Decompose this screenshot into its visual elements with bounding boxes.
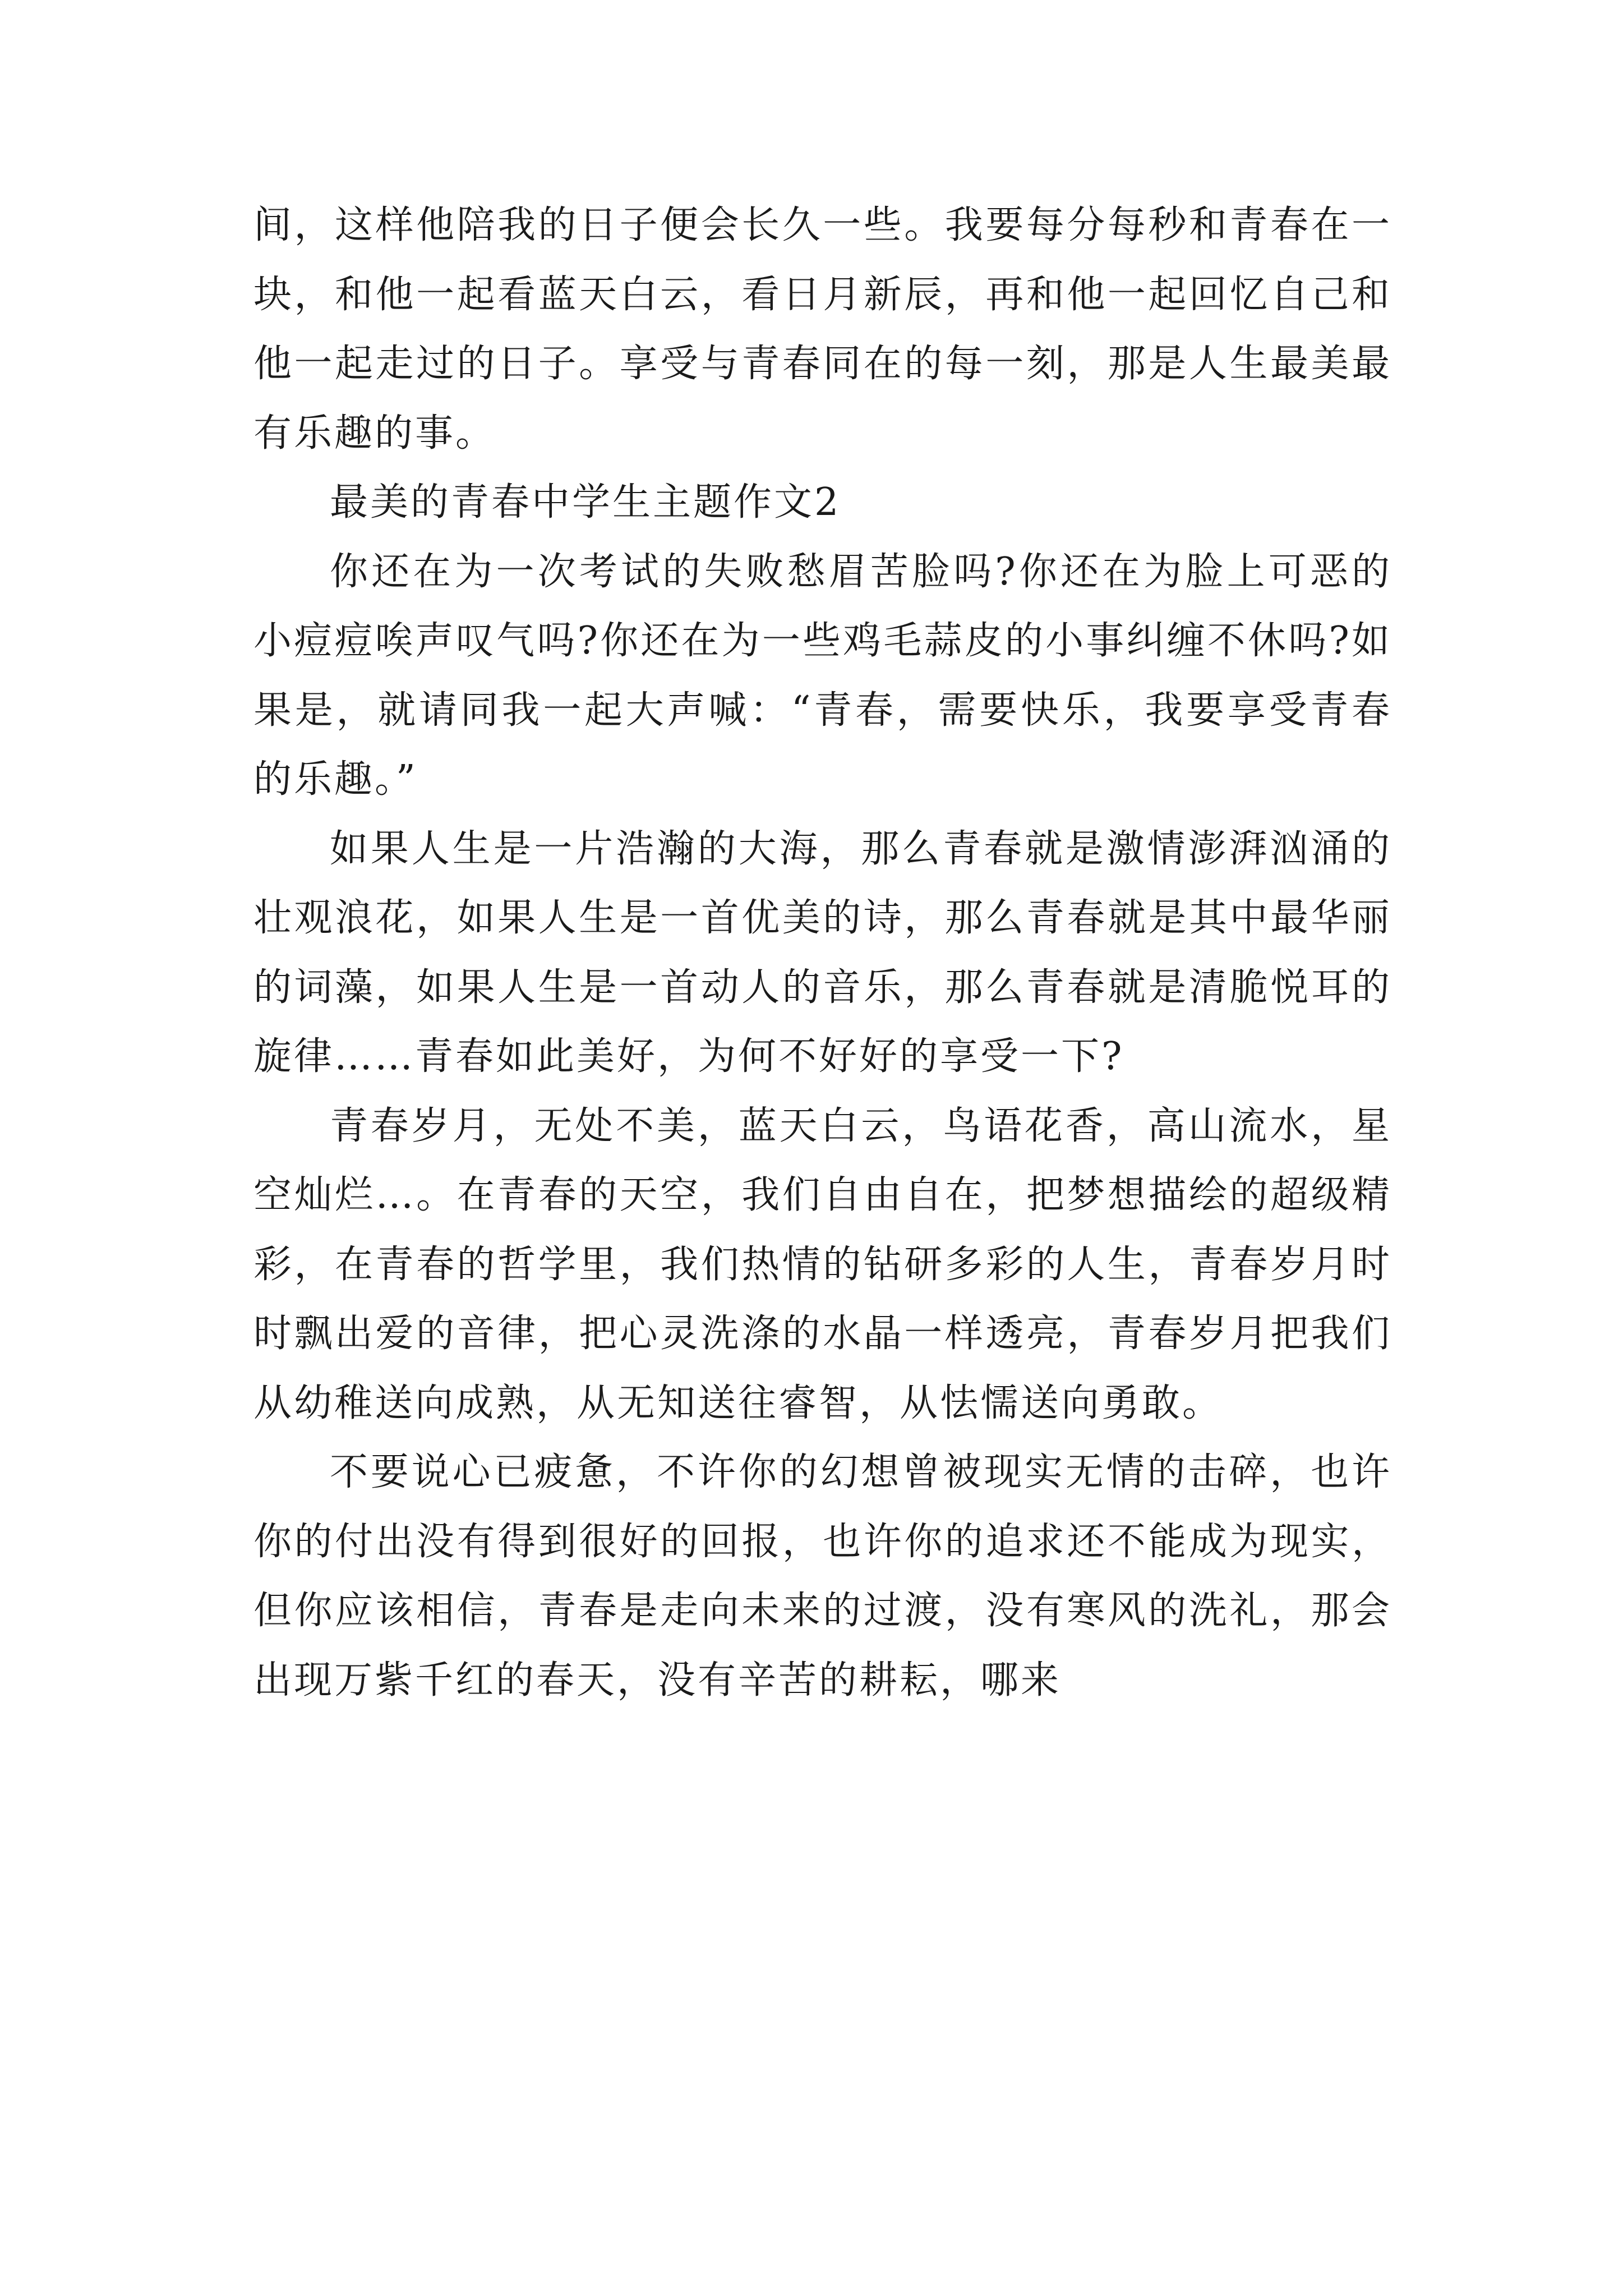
paragraph-5: 不要说心已疲惫，不许你的幻想曾被现实无情的击碎，也许你的付出没有得到很好的回报，也许你的追求还不能成为现实，但你应该相信，青春是走向未来的过渡，没有寒风的洗礼，那会出现万紫千红的春天，没有辛苦的耕耘，哪来 — [253, 1450, 1392, 1703]
paragraph-3: 如果人生是一片浩瀚的大海，那么青春就是激情澎湃汹涌的壮观浪花，如果人生是一首优美的诗，那么青春就是其中最华丽的词藻，如果人生是一首动人的音乐，那么青春就是清脆悦耳的旋律……青春如此美好，为何不好好的享受一下? — [253, 826, 1392, 1079]
article-body — [253, 191, 1392, 1715]
paragraph-4: 青春岁月，无处不美，蓝天白云，鸟语花香，高山流水，星空灿烂…。在青春的天空，我们自由自在，把梦想描绘的超级精彩，在青春的哲学里，我们热情的钻研多彩的人生，青春岁月时时飘出爱的音律，把心灵洗涤的水晶一样透亮，青春岁月把我们从幼稚送向成熟，从无知送往睿智，从怯懦送向勇敢。 — [253, 1103, 1392, 1425]
paragraph-continued: 间，这样他陪我的日子便会长久一些。我要每分每秒和青春在一块，和他一起看蓝天白云，看日月新辰，再和他一起回忆自己和他一起走过的日子。享受与青春同在的每一刻，那是人生最美最有乐趣的事。 — [253, 203, 1392, 455]
section-heading: 最美的青春中学生主题作文2 — [330, 480, 841, 524]
paragraph-2: 你还在为一次考试的失败愁眉苦脸吗?你还在为脸上可恶的小痘痘唉声叹气吗?你还在为一些鸡毛蒜皮的小事纠缠不休吗?如果是，就请同我一起大声喊：“青春，需要快乐，我要享受青春的乐趣。” — [253, 549, 1392, 802]
